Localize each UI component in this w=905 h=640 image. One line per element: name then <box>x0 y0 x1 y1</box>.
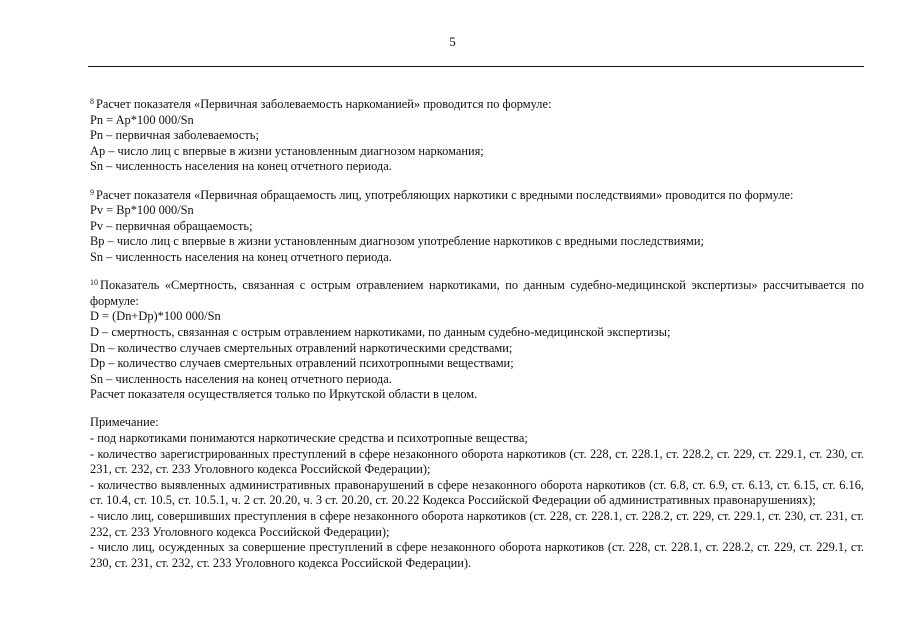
footnote-10 <box>90 278 864 403</box>
footnote-8 <box>90 97 864 175</box>
footnote-10-formula: D = (Dn+Dp)*100 000/Sn <box>90 309 221 324</box>
note-item: - число лиц, совершивших преступления в сфере незаконного оборота наркотиков (ст. 228, ст. 228.1, ст. 228.2, ст. 229, ст. 229.1, ст. 230, ст. 231, ст. 232, ст. 233 Уголовного кодекса Российской Федерации); <box>90 509 864 539</box>
note-item: - количество зарегистрированных преступлений в сфере незаконного оборота наркотиков (ст. 228, ст. 228.1, ст. 228.2, ст. 229, ст. 229.1, ст. 230, ст. 231, ст. 232, ст. 233 Уголовного кодекса Российской Федерации); <box>90 446 864 477</box>
footnote-10-marker: 10 <box>90 278 98 288</box>
footnote-8-line: Pn – первичная заболеваемость; <box>90 128 259 143</box>
footnote-10-line: Dn – количество случаев смертельных отравлений наркотическими средствами; <box>90 340 513 355</box>
page-number: 5 <box>449 34 456 49</box>
footnote-9-line: Pv – первичная обращаемость; <box>90 218 253 233</box>
footnote-separator <box>88 66 864 67</box>
note-title: Примечание: <box>90 415 159 430</box>
note-item: - под наркотиками понимаются наркотические средства и психотропные вещества; <box>90 431 528 446</box>
footnote-10-heading: $^{10}$ Показатель «Смертность, связанная с острым отравлением наркотиками, по данным судебно-медицинской экспертизы» рассчитывается по формуле: <box>90 278 864 308</box>
footnotes-section <box>90 97 864 571</box>
footnote-9-heading: $^9$ Расчет показателя «Первичная обращаемость лиц, употребляющих наркотики с вредными последствиями» проводится по формуле: <box>90 187 794 202</box>
footnote-8-formula: Pn = Ap*100 000/Sn <box>90 112 194 127</box>
footnote-10-line: Расчет показателя осуществляется только по Иркутской области в целом. <box>90 387 478 402</box>
footnote-8-line: Ap – число лиц с впервые в жизни установленным диагнозом наркомания; <box>90 143 484 158</box>
footnote-8-line: Sn – численность населения на конец отчетного периода. <box>90 159 392 174</box>
footnote-10-line: Sn – численность населения на конец отчетного периода. <box>90 371 392 386</box>
footnote-8-marker: 8 <box>90 97 94 106</box>
note-section <box>90 415 864 571</box>
footnote-9-marker: 9 <box>90 187 94 197</box>
footnote-10-line: D – смертность, связанная с острым отравлением наркотиками, по данным судебно-медицинской экспертизы; <box>90 324 671 339</box>
note-item: - число лиц, осужденных за совершение преступлений в сфере незаконного оборота наркотиков (ст. 228, ст. 228.1, ст. 228.2, ст. 229, ст. 229.1, ст. 230, ст. 231, ст. 232, ст. 233 Уголовного кодекса Российской Федерации). <box>90 540 864 570</box>
footnote-9-line: Bp – число лиц с впервые в жизни установленным диагнозом употребление наркотиков с вредными последствиями; <box>90 234 704 249</box>
footnote-9 <box>90 188 864 266</box>
footnote-9-formula: Pv = Bp*100 000/Sn <box>90 203 194 218</box>
footnote-9-line: Sn – численность населения на конец отчетного периода. <box>90 249 392 264</box>
note-item: - количество выявленных административных правонарушений в сфере незаконного оборота наркотиков (ст. 6.8, ст. 6.9, ст. 6.13, ст. 6.15, ст. 6.16, ст. 10.4, ст. 10.5, ст. 10.5.1, ч. 2 ст. 20.20, ч. 3 ст. 20.20, ст. 20.22 Кодекса Российской Федерации об административных правонарушениях); <box>90 477 864 508</box>
footnote-8-heading: $^8$ Расчет показателя «Первичная заболеваемость наркоманией» проводится по формуле: <box>90 97 552 111</box>
footnote-10-line: Dp – количество случаев смертельных отравлений психотропными веществами; <box>90 356 514 371</box>
